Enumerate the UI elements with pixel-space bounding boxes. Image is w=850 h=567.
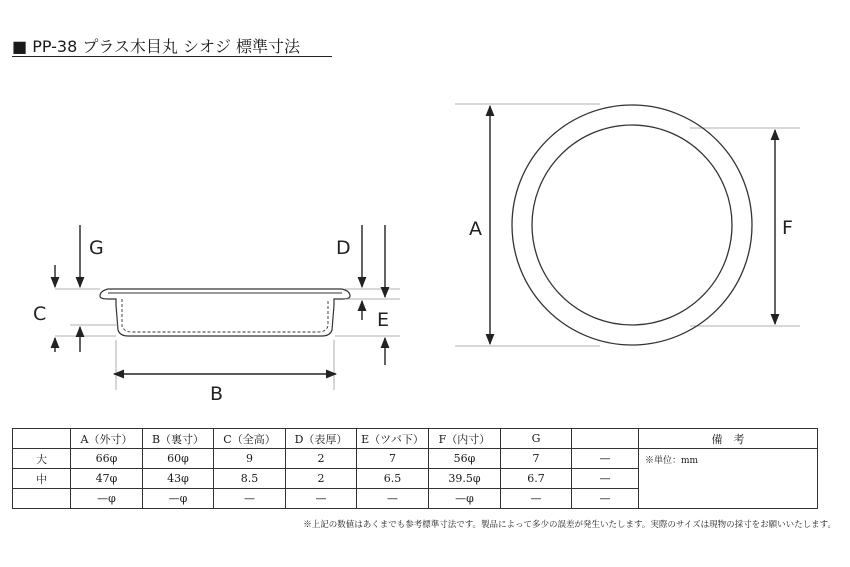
table-cell: — — [572, 489, 639, 509]
label-f: F — [782, 217, 793, 239]
inner-circle — [532, 125, 732, 325]
table-header-row — [13, 429, 818, 449]
note-cell: ※単位：mm — [639, 449, 818, 509]
label-b: B — [210, 383, 224, 405]
table-header-cell: G — [501, 429, 572, 449]
table-cell: —φ — [71, 489, 143, 509]
table-cell: — — [214, 489, 286, 509]
table-cell: 6.7 — [501, 469, 572, 489]
side-profile — [100, 289, 350, 336]
table-cell: 大 — [13, 449, 71, 469]
label-c: C — [33, 303, 47, 325]
table-cell: — — [572, 469, 639, 489]
hidden-line — [122, 299, 328, 332]
table-cell: —φ — [429, 489, 501, 509]
table-cell: — — [286, 489, 357, 509]
label-e: E — [377, 309, 390, 331]
table-cell: 7 — [357, 449, 429, 469]
outer-circle — [512, 105, 752, 345]
table-cell: 2 — [286, 449, 357, 469]
dimension-arrows — [55, 106, 775, 374]
table-cell: 66φ — [71, 449, 143, 469]
table-header-cell: C（全高） — [214, 429, 286, 449]
page-title: ■ PP-38 プラス木目丸 シオジ 標準寸法 — [12, 37, 301, 56]
table-header-cell — [572, 429, 639, 449]
table-header-cell: 備 考 — [639, 429, 818, 449]
table-header-cell: D（表厚） — [286, 429, 357, 449]
label-a: A — [469, 218, 482, 240]
footnote: ※上記の数値はあくまでも参考標準寸法です。製品によって多少の誤差が発生いたします。実際のサイズは現物の採寸をお願いいたします。 — [303, 520, 836, 530]
table-cell: 47φ — [71, 469, 143, 489]
table-cell: 7 — [501, 449, 572, 469]
table-cell: 39.5φ — [429, 469, 501, 489]
table-header-cell — [13, 429, 71, 449]
flange-outline — [100, 289, 350, 336]
table-cell: 6.5 — [357, 469, 429, 489]
table-cell: 9 — [214, 449, 286, 469]
table-row — [13, 449, 818, 469]
table-cell: — — [357, 489, 429, 509]
label-g: G — [89, 237, 104, 259]
table-cell: — — [501, 489, 572, 509]
table-header-cell: F（内寸） — [429, 429, 501, 449]
table-cell: 8.5 — [214, 469, 286, 489]
table-header-cell: E（ツバ下） — [357, 429, 429, 449]
table-cell: 43φ — [143, 469, 214, 489]
table-cell — [13, 489, 71, 509]
label-d: D — [336, 237, 351, 259]
table-cell: 中 — [13, 469, 71, 489]
table-cell: 2 — [286, 469, 357, 489]
table-header-cell: A（外寸） — [71, 429, 143, 449]
spec-table — [12, 428, 818, 509]
extension-lines — [55, 104, 800, 390]
top-view — [512, 105, 752, 345]
table-cell: —φ — [143, 489, 214, 509]
table-cell: 60φ — [143, 449, 214, 469]
table-header-cell: B（裏寸） — [143, 429, 214, 449]
table-cell: 56φ — [429, 449, 501, 469]
table-cell: — — [572, 449, 639, 469]
